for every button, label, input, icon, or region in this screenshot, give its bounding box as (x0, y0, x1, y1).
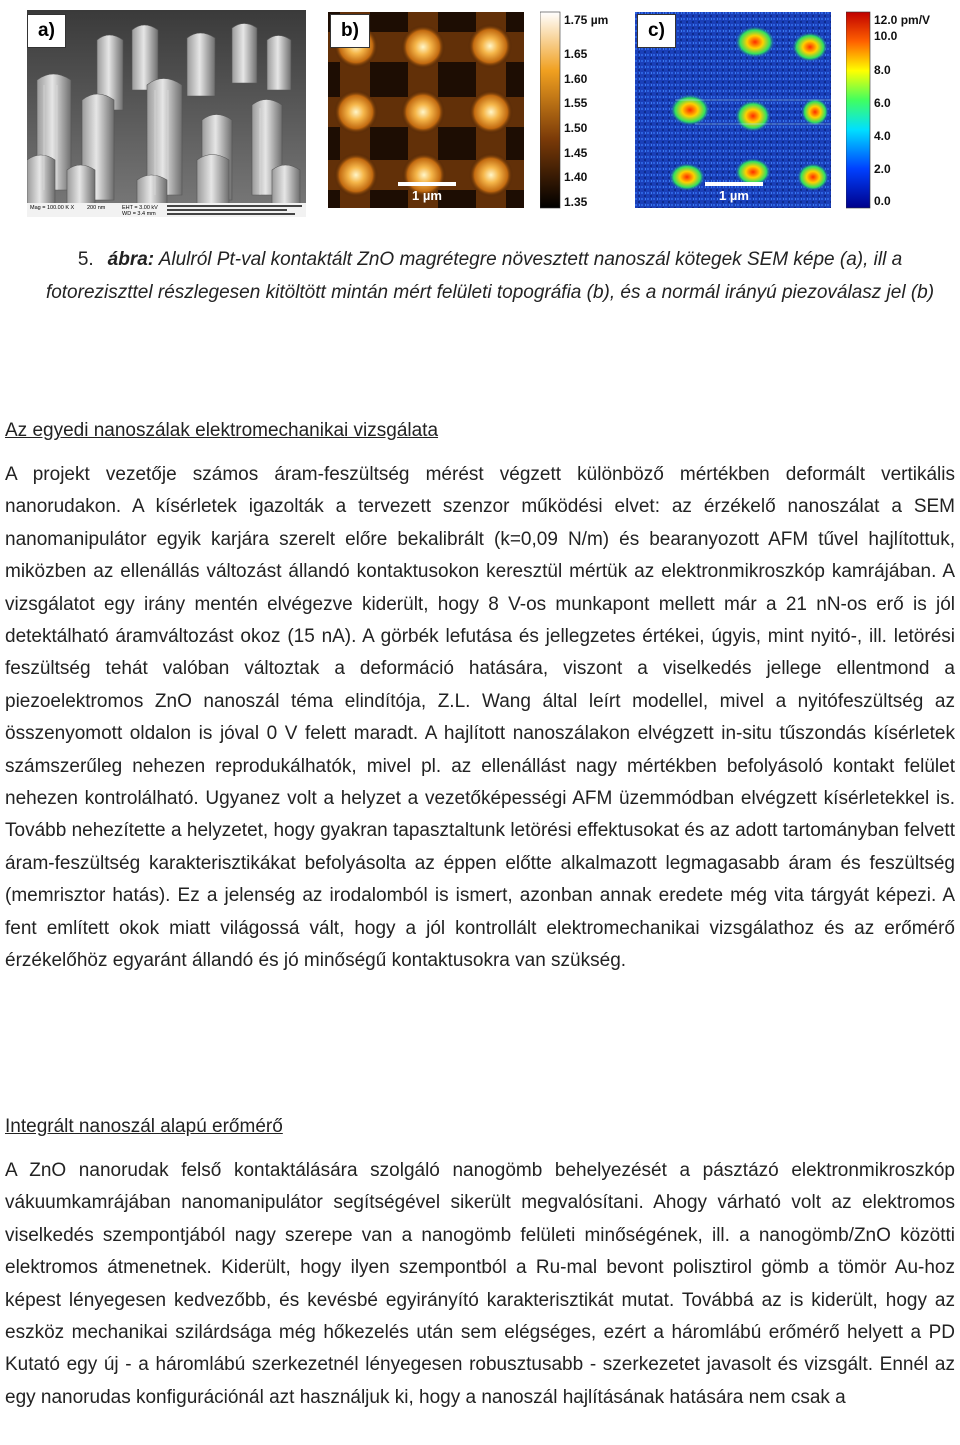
caption-number: 5. (77, 249, 94, 270)
section-paragraph: A projekt vezetője számos áram-feszültség mérést végzett különböző mértékben deformált vertikális nanorudakon. A kísérletek igazolták a tervezett szenzor működési elvet: az érzékelő nanoszálat a SEM nanomanipulátor egyik karjára szerelt előre bekalibrált (k=0,09 N/m) és bearanyozott AFM tűvel hajlítottuk, miközben az ellenállás változást állandó kontaktusokon keresztül mértük az elektronmikroszkóp kamrájában. A vizsgálatot egy irány mentén elvégezve kiderült, hogy 8 V-os munkapont mellett már a 21 nN-os erő is jól detektálható áramváltozást okoz (15 nA). A görbék lefutása és jellegzetes értékei, úgyis, mint nyitó-, ill. letörési feszültség tehát valóban változtak a deformáció hatására, viszont a viselkedés jellege ellentmond a piezoelektromos ZnO nanoszál téma elindítója, Z.L. Wang által leírt modellel, mivel a nyitófeszültség az összenyomott oldalon is jóval 0 V felett maradt. A hajlított nanoszálakon elvégzett in-situ tűszondás kísérletek számszerűleg nehezen reprodukálhatók, mivel pl. az ellenállást nagy mértékben befolyásoló kontakt felület nehezen kontrolálható. Ugyanez volt a helyzet a vezetőképességi AFM üzemmódban elvégzett kísérletekkel is. Tovább nehezítette a helyzetet, hogy gyakran tapasztaltunk letörési effektusokat és az adott tartományban felvett áram-feszültség karakterisztikákat befolyásolta az éppen előtte alkalmazott legmagasabb áram és feszültség (memrisztor hatás). Ez a jelenség az irodalomból is ismert, azonban annak eredete még vita tárgyát képezi. A fent említett okok miatt világossá vált, hogy a jól kontrollált elektromechanikai vizsgálathoz és az erőmérő érzékelőhöz egyaránt állandó és jó minőségű kontaktusokra van szükség. (5, 464, 955, 972)
scalebar-label: 1 µm (412, 188, 442, 203)
cb-b-tick: 1.65 (564, 47, 588, 61)
cb-b-tick: 1.55 (564, 96, 588, 110)
sem-eht: EHT = 3.00 kV (122, 205, 158, 211)
topography-panel (328, 12, 524, 208)
figure-caption (40, 243, 940, 309)
sem-scale: 200 nm (87, 205, 106, 211)
figure-5 (0, 0, 960, 225)
piezoresponse-colorbar (846, 10, 946, 210)
sem-magnification: Mag = 100.00 K X (30, 205, 75, 211)
section-heading: Integrált nanoszál alapú erőmérő (5, 1116, 283, 1137)
scalebar (398, 182, 456, 186)
panel-c-label: c) (637, 14, 676, 48)
caption-label: ábra: (107, 249, 155, 270)
cb-c-tick: 6.0 (874, 96, 891, 110)
cb-b-tick: 1.50 (564, 121, 588, 135)
cb-c-tick: 12.0 pm/V (874, 13, 931, 27)
cb-b-tick: 1.60 (564, 72, 588, 86)
section-paragraph: A ZnO nanorudak felső kontaktálására szolgáló nanogömb behelyezését a pásztázó elektronmikroszkóp vákuumkamrájában nanomanipulátor segítségével sikerült megvalósítani. Ahogy várható volt az elektromos viselkedés szempontjából nagy szerepe van a nanogömb felületi minőségének, ill. a nanogömb/ZnO közötti elektromos átmenetnek. Kiderült, hogy ilyen szempontból a Ru-mal bevont polisztirol gömb a tömör Au-hoz képest lényegesen kedvezőbb, és kevésbé egyirányító karakterisztikát mutat. Továbbá az is kiderült, hogy az eszköz mechanikai szilárdsága még hőkezelés után sem elégséges, ezért a háromlábú erőmérő helyett a PD Kutató egy új - a háromlábú szerkezetnél lényegesen robusztusabb - szerkezetet javasolt és vizsgált. Ennél az egy nanorudas konfigurációnál azt használjuk ki, hogy a nanoszál hajlításának hatására nem csak a (5, 1160, 955, 1408)
sem-image (27, 10, 306, 217)
piezoresponse-panel (635, 12, 831, 208)
scalebar-label: 1 µm (719, 188, 749, 203)
cb-c-tick: 4.0 (874, 129, 891, 143)
panel-b-label: b) (330, 14, 370, 48)
panel-a-label: a) (27, 14, 66, 48)
sem-image-panel (27, 10, 306, 217)
sem-wd: WD = 3.4 mm (122, 211, 156, 217)
caption-text: Alulról Pt-val kontaktált ZnO magrétegre növesztett nanoszál kötegek SEM képe (a), ill a fotoreziszttel részlegesen kitöltött mintán mért felületi topográfia (b), és a normál irányú piezoválasz jel (b) (45, 249, 935, 303)
cb-c-tick: 0.0 (874, 194, 891, 208)
cb-c-tick: 8.0 (874, 63, 891, 77)
cb-b-tick: 1.40 (564, 170, 588, 184)
topography-colorbar (540, 10, 620, 210)
section-heading: Az egyedi nanoszálak elektromechanikai vizsgálata (5, 420, 439, 441)
cb-b-tick: 1.75 µm (564, 13, 609, 27)
scalebar (705, 182, 763, 186)
cb-c-tick: 10.0 (874, 29, 898, 43)
cb-b-tick: 1.45 (564, 146, 588, 160)
cb-c-tick: 2.0 (874, 162, 891, 176)
section-electromechanical (5, 414, 955, 978)
cb-b-tick: 1.35 (564, 195, 588, 209)
section-force-sensor (5, 1110, 955, 1414)
